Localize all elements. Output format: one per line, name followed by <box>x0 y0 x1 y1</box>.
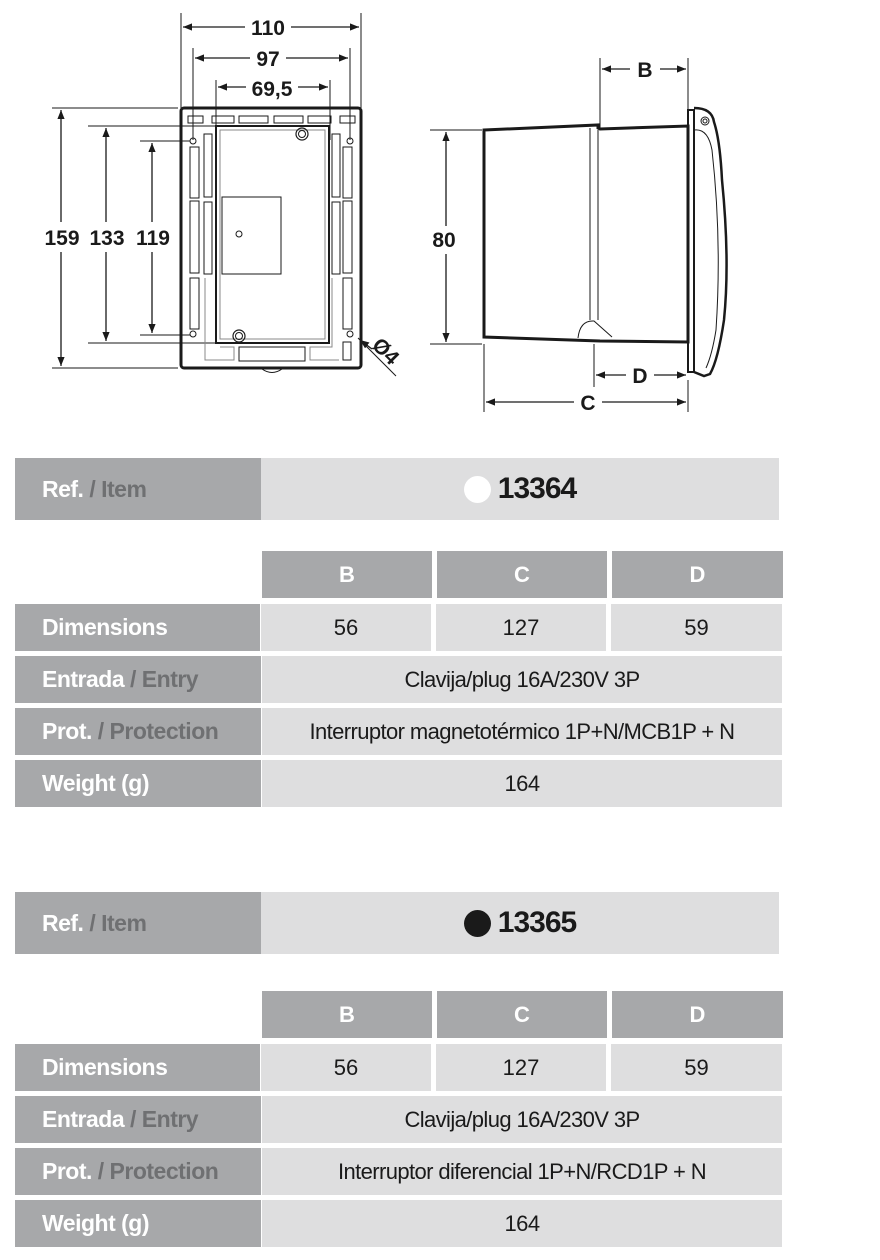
protection-label <box>15 708 261 755</box>
ref-label-sub: / Item <box>89 909 147 936</box>
weight-label <box>15 760 261 807</box>
dimensions-row <box>15 604 782 651</box>
protection-label-main: Prot. <box>42 718 92 744</box>
weight-label <box>15 1200 261 1247</box>
entry-label-main: Entrada <box>42 666 125 692</box>
column-header-c: C <box>437 991 607 1038</box>
entry-row <box>15 656 782 703</box>
ref-value <box>261 458 779 520</box>
ref-number: 13365 <box>497 906 577 939</box>
column-header-b: B <box>262 551 432 598</box>
ref-row <box>15 892 779 954</box>
dimension-d-value: 59 <box>611 604 782 651</box>
ref-label <box>15 458 261 520</box>
entry-row <box>15 1096 782 1143</box>
column-header-d: D <box>612 991 783 1038</box>
dimensions-label-text: Dimensions <box>42 1054 168 1080</box>
protection-row <box>15 708 782 755</box>
weight-value: 164 <box>262 1200 782 1247</box>
dimension-c-value: 127 <box>436 1044 606 1091</box>
front-view <box>52 13 396 376</box>
dimensions-label <box>15 1044 260 1091</box>
weight-row <box>15 1200 782 1247</box>
dim-width-97: 97 <box>256 48 280 71</box>
dim-label-b: B <box>637 59 653 82</box>
dim-width-69-5: 69,5 <box>251 78 293 101</box>
entry-label-sub: / Entry <box>130 1106 199 1132</box>
weight-label-text: Weight (g) <box>42 770 149 796</box>
dimension-b-value: 56 <box>261 1044 431 1091</box>
ref-row <box>15 458 779 520</box>
entry-label-main: Entrada <box>42 1106 125 1132</box>
ref-label-main: Ref. <box>42 909 84 936</box>
technical-drawing <box>0 0 880 430</box>
dimensions-label <box>15 604 260 651</box>
protection-value: Interruptor diferencial 1P+N/RCD1P + N <box>262 1148 782 1195</box>
entry-label <box>15 1096 261 1143</box>
dim-label-d: D <box>632 365 648 388</box>
protection-label-sub: / Protection <box>97 718 219 744</box>
weight-label-text: Weight (g) <box>42 1210 149 1236</box>
entry-value: Clavija/plug 16A/230V 3P <box>262 1096 782 1143</box>
column-header-c: C <box>437 551 607 598</box>
ref-label <box>15 892 261 954</box>
protection-label <box>15 1148 261 1195</box>
protection-row <box>15 1148 782 1195</box>
dimensions-row <box>15 1044 782 1091</box>
side-view-labels <box>432 59 652 415</box>
white-dot-icon <box>464 476 491 503</box>
dim-width-110: 110 <box>251 17 285 40</box>
dimension-b-value: 56 <box>261 604 431 651</box>
weight-row <box>15 760 782 807</box>
dim-label-c: C <box>580 392 596 415</box>
dimension-d-value: 59 <box>611 1044 782 1091</box>
entry-label <box>15 656 261 703</box>
ref-label-main: Ref. <box>42 475 84 502</box>
entry-label-sub: / Entry <box>130 666 199 692</box>
weight-value: 164 <box>262 760 782 807</box>
black-dot-icon <box>464 910 491 937</box>
dimensions-label-text: Dimensions <box>42 614 168 640</box>
dimension-c-value: 127 <box>436 604 606 651</box>
ref-label-sub: / Item <box>89 475 147 502</box>
dim-height-80: 80 <box>432 229 456 252</box>
protection-label-sub: / Protection <box>97 1158 219 1184</box>
protection-value: Interruptor magnetotérmico 1P+N/MCB1P + N <box>262 708 782 755</box>
ref-number: 13364 <box>497 472 577 505</box>
dim-hole-diameter: Ø4 <box>367 333 404 370</box>
column-header-row <box>262 991 783 1038</box>
column-header-b: B <box>262 991 432 1038</box>
side-view <box>430 58 727 412</box>
dim-height-133: 133 <box>89 227 125 250</box>
entry-value: Clavija/plug 16A/230V 3P <box>262 656 782 703</box>
ref-value <box>261 892 779 954</box>
column-header-row <box>262 551 783 598</box>
dim-height-119: 119 <box>136 227 170 250</box>
dim-height-159: 159 <box>44 227 80 250</box>
protection-label-main: Prot. <box>42 1158 92 1184</box>
dimension-drawing <box>0 0 880 430</box>
column-header-d: D <box>612 551 783 598</box>
